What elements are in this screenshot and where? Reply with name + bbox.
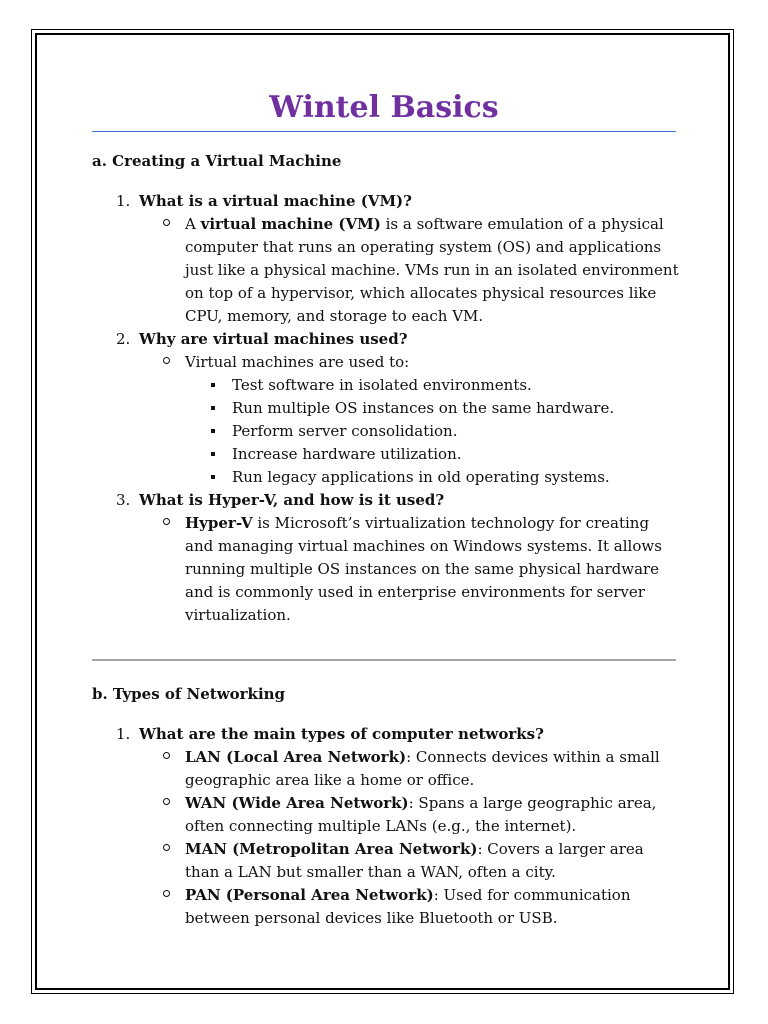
answer-item: [185, 512, 682, 627]
question-text: Why are virtual machines used?: [139, 330, 408, 348]
question-item: [116, 328, 682, 489]
answer-item: [185, 746, 682, 792]
sub-item: [232, 397, 682, 420]
sub-item: [232, 466, 682, 489]
square-bullet-icon: [211, 452, 215, 456]
answer-list: [139, 746, 682, 930]
question-number: 1.: [116, 725, 131, 743]
question-list: [92, 190, 682, 627]
answer-list: [139, 512, 682, 627]
circle-bullet-icon: [163, 219, 170, 226]
answer-list: [139, 351, 682, 489]
sub-item-text: Run legacy applications in old operating systems.: [232, 468, 610, 486]
square-bullet-icon: [211, 383, 215, 387]
answer-item: [185, 884, 682, 930]
answer-item: [185, 838, 682, 884]
answer-term: PAN (Personal Area Network): [185, 886, 434, 904]
circle-bullet-icon: [163, 890, 170, 897]
section-networking: [92, 683, 682, 930]
square-bullet-icon: [211, 475, 215, 479]
answer-text: : Covers a larger area than a LAN but smaller than a WAN, often a city.: [185, 840, 644, 881]
question-item: [116, 723, 682, 930]
circle-bullet-icon: [163, 798, 170, 805]
sub-item: [232, 443, 682, 466]
answer-term: Hyper-V: [185, 514, 253, 532]
answer-prefix: A: [185, 215, 201, 233]
sub-item-text: Test software in isolated environments.: [232, 376, 532, 394]
answer-term: MAN (Metropolitan Area Network): [185, 840, 478, 858]
section-virtual-machine: [92, 150, 682, 627]
sub-item: [232, 420, 682, 443]
sub-list: [185, 374, 682, 489]
question-item: [116, 190, 682, 328]
question-text: What are the main types of computer networks?: [139, 725, 544, 743]
question-text: What is a virtual machine (VM)?: [139, 192, 412, 210]
answer-text: : Connects devices within a small geographic area like a home or office.: [185, 748, 660, 789]
title-underline: [92, 131, 676, 132]
square-bullet-icon: [211, 429, 215, 433]
answer-term: LAN (Local Area Network): [185, 748, 407, 766]
circle-bullet-icon: [163, 752, 170, 759]
answer-item: [185, 351, 682, 489]
answer-item: [185, 213, 682, 328]
answer-text: is Microsoft’s virtualization technology for creating and managing virtual machines on Windows systems. It allows running multiple OS instances on the same physical hardware and is commonly used in enterprise environments for server virtualization.: [185, 514, 662, 624]
circle-bullet-icon: [163, 357, 170, 364]
question-number: 3.: [116, 491, 131, 509]
question-number: 1.: [116, 192, 131, 210]
circle-bullet-icon: [163, 844, 170, 851]
answer-text: : Used for communication between personal devices like Bluetooth or USB.: [185, 886, 631, 927]
question-text: What is Hyper-V, and how is it used?: [139, 491, 445, 509]
section-heading: a. Creating a Virtual Machine: [92, 152, 342, 170]
answer-text: Virtual machines are used to:: [185, 353, 410, 371]
section-divider: [92, 659, 676, 661]
answer-text: : Spans a large geographic area, often connecting multiple LANs (e.g., the internet).: [185, 794, 657, 835]
sub-item: [232, 374, 682, 397]
answer-list: [139, 213, 682, 328]
answer-term: WAN (Wide Area Network): [185, 794, 409, 812]
square-bullet-icon: [211, 406, 215, 410]
question-number: 2.: [116, 330, 131, 348]
answer-text: is a software emulation of a physical computer that runs an operating system (OS) and applications just like a physical machine. VMs run in an isolated environment on top of a hypervisor, which allocates physical resources like CPU, memory, and storage to each VM.: [185, 215, 679, 325]
circle-bullet-icon: [163, 518, 170, 525]
document-title: Wintel Basics: [269, 90, 499, 125]
sub-item-text: Run multiple OS instances on the same hardware.: [232, 399, 615, 417]
answer-item: [185, 792, 682, 838]
sub-item-text: Perform server consolidation.: [232, 422, 458, 440]
answer-term: virtual machine (VM): [200, 215, 381, 233]
sub-item-text: Increase hardware utilization.: [232, 445, 462, 463]
section-heading: b. Types of Networking: [92, 685, 286, 703]
question-item: [116, 489, 682, 627]
question-list: [92, 723, 682, 930]
